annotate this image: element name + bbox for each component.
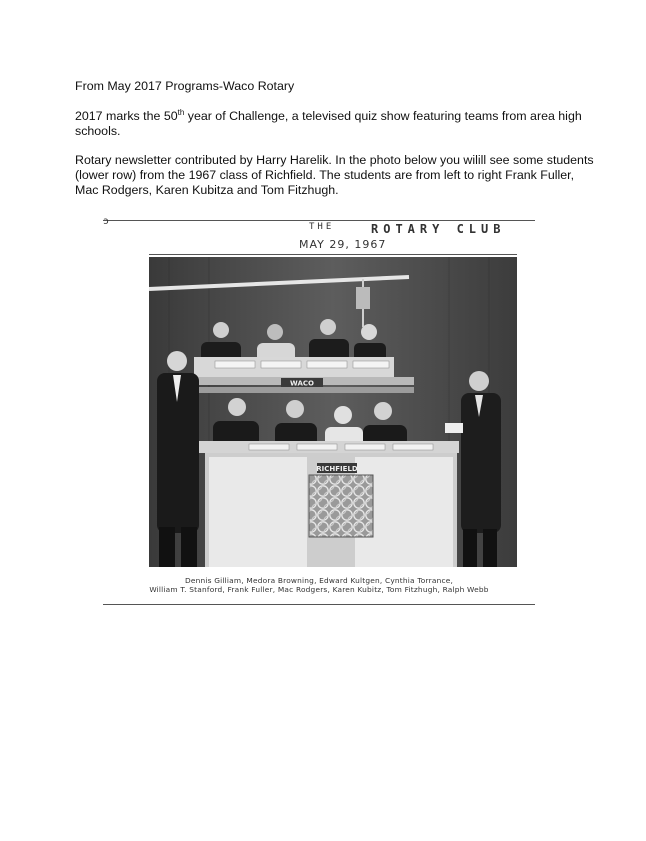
clipping-header-the: THE xyxy=(309,222,335,232)
clipping-header-fragment: ɔ xyxy=(103,216,110,227)
newspaper-clipping xyxy=(103,218,535,611)
upper-team-label: WACO xyxy=(290,379,314,388)
clipping-top-rule xyxy=(103,220,535,221)
newsletter-paragraph: Rotary newsletter contributed by Harry Harelik. In the photo below you wilill see some students (lower row) from the 1967 class of Richfield. The students are from left to right Frank Fuller, Mac Rodgers, Karen Kubitza and Tom Fitzhugh. xyxy=(75,153,594,197)
clipping-date: MAY 29, 1967 xyxy=(299,238,387,251)
clipping-bottom-rule xyxy=(103,604,535,605)
date-underline xyxy=(149,254,517,255)
clipping-header-club: ROTARY CLUB xyxy=(371,222,506,236)
challenge-text-end: year of Challenge, a televised quiz show featuring teams from area high schools. xyxy=(75,109,582,138)
photo-caption-line1: Dennis Gilliam, Medora Browning, Edward Kultgen, Cynthia Torrance, xyxy=(184,576,454,585)
quiz-show-photo xyxy=(149,257,517,567)
photo-caption-line2: William T. Stanford, Frank Fuller, Mac Rodgers, Karen Kubitz, Tom Fitzhugh, Ralph Webb xyxy=(149,585,489,594)
intro-line: From May 2017 Programs-Waco Rotary xyxy=(75,79,295,93)
lower-team-label: RICHFIELD xyxy=(316,465,358,473)
ordinal-suffix: th xyxy=(177,107,185,117)
challenge-text-start: 2017 marks the 50 xyxy=(75,109,178,123)
challenge-paragraph xyxy=(75,109,595,139)
